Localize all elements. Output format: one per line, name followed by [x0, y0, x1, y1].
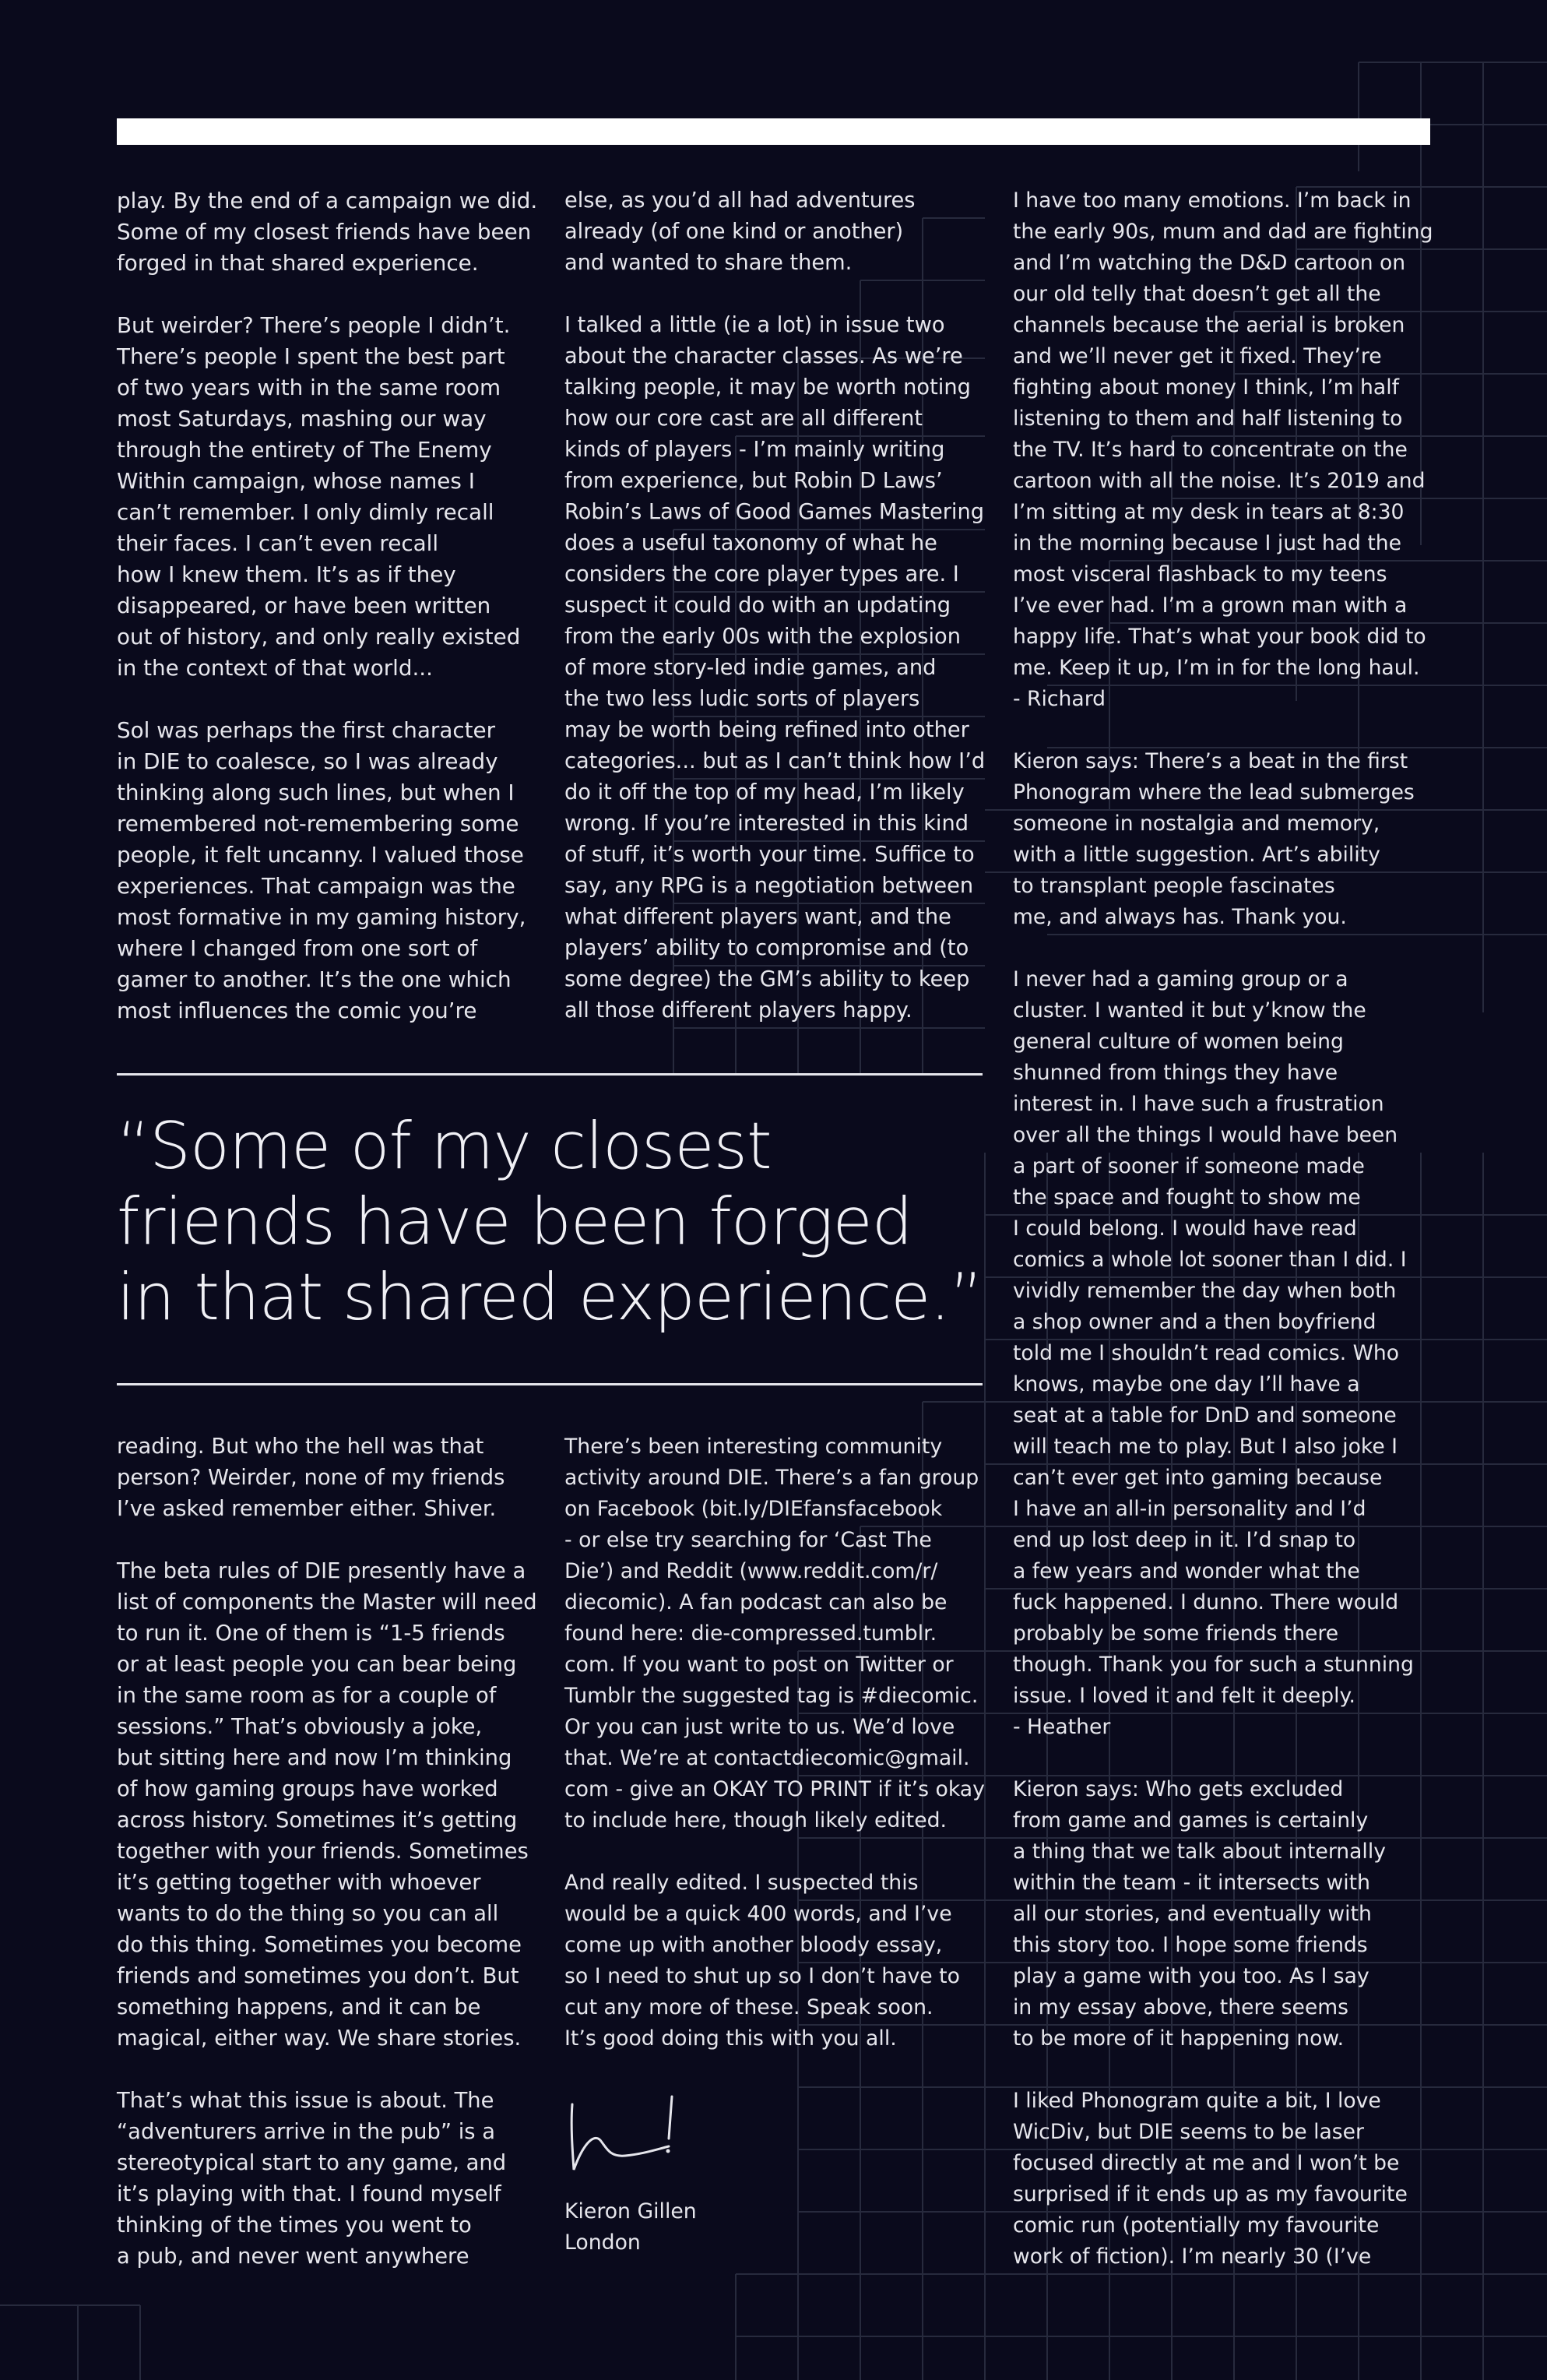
paragraph: I talked a little (ie a lot) in issue two about the character classes. As we’re talking people, it may be worth noting how our core cast are all different kinds of players - I’m mainly writing from experience, but Robin D Laws’ Robin’s Laws of Good Games Mastering does a useful taxonomy of what he considers the core player types are. I suspect it could do with an updating from the early 00s with the explosion of more story-led indie games, and the two less ludic sorts of players may be worth being refined into other categories... but as I can’t think how I’d do it off the top of my head, I’m likely wrong. If you’re interested in this kind of stuff, it’s worth your time. Suffice to say, any RPG is a negotiation between what different players want, and the players’ ability to compromise and (to some degree) the GM’s ability to keep all those different players happy.: [564, 313, 986, 1023]
paragraph: And really edited. I suspected this would be a quick 400 words, and I’ve come up with another bloody essay, so I need to shut up so I don’t have to cut any more of these. Speak soon. It’s good doing this with you all.: [564, 1871, 960, 2051]
paragraph: There’s been interesting community activity around DIE. There’s a fan group on Facebook (bit.ly/DIEfansfacebook - or else try searching for ‘Cast The Die’) and Reddit (www.reddit.com/r/ diecomic). A fan podcast can also be found here: die-compressed.tumblr. com. If you want to post on Twitter or Tumblr the suggested tag is #diecomic. Or you can just write to us. We’d love that. We’re at contactdiecomic@gmail. com - give an OKAY TO PRINT if it’s okay to include here, though likely edited.: [564, 1435, 985, 1833]
paragraph: The beta rules of DIE presently have a list of components the Master will need to run it. One of them is “1-5 friends or at least people you can bear being in the same room as for a couple of sessions.” That’s obviously a joke, but sitting here and now I’m thinking of how gaming groups have worked across history. Sometimes it’s getting together with your friends. Sometimes it’s getting together with whoever wants to do the thing so you can all do this thing. Sometimes you become friends and sometimes you don’t. But something happens, and it can be magical, either way. We share stories.: [117, 1559, 537, 2051]
column-1-bottom: [117, 1431, 537, 2273]
paragraph: else, as you’d all had adventures already (of one kind or another) and wanted to share them.: [564, 188, 916, 275]
letter-richard: I have too many emotions. I’m back in the early 90s, mum and dad are fighting and I’m watching the D&D cartoon on our old telly that doesn’t get all the channels because the aerial is broken and we’ll never get it fixed. They’re fighting about money I think, I’m half listening to them and half listening to the TV. It’s hard to concentrate on the cartoon with all the noise. It’s 2019 and I’m sitting at my desk in tears at 8:30 in the morning because I just had the most visceral flashback to my teens I’ve ever had. I’m a grown man with a happy life. That’s what your book did to me. Keep it up, I’m in for the long haul. - Richard: [1013, 188, 1433, 711]
paragraph: That’s what this issue is about. The “adventurers arrive in the pub” is a stereotypical start to any game, and it’s playing with that. I found myself thinking of the times you went to a pub, and never went anywhere: [117, 2089, 507, 2269]
reply-kieron: Kieron says: There’s a beat in the first Phonogram where the lead submerges someone in nostalgia and memory, with a little suggestion. Art’s ability to transplant people fascinates me, and always has. Thank you.: [1013, 749, 1415, 929]
signoff-name: Kieron Gillen: [564, 2199, 697, 2223]
divider-bottom: [117, 1383, 983, 1385]
signoff-place: London: [564, 2230, 641, 2255]
paragraph: Sol was perhaps the first character in DIE to coalesce, so I was already thinking along such lines, but when I remembered not-remembering some people, it felt uncanny. I valued those experiences. That campaign was the most formative in my gaming history, where I changed from one sort of gamer to another. It’s the one which most influences the comic you’re: [117, 717, 526, 1023]
pull-quote: “Some of my closest friends have been forged in that shared experience.”: [117, 1108, 983, 1335]
letter-untitled: I liked Phonogram quite a bit, I love WicDiv, but DIE seems to be laser focused directly at me and I won’t be surprised if it ends up as my favourite comic run (potentially my favourite work of fiction). I’m nearly 30 (I’ve: [1013, 2089, 1408, 2269]
letter-heather: I never had a gaming group or a cluster. I wanted it but y’know the general culture of women being shunned from things they have interest in. I have such a frustration over all the things I would have been a part of sooner if someone made the space and fought to show me I could belong. I would have read comics a whole lot sooner than I did. I vividly remember the day when both a shop owner and a then boyfriend told me I shouldn’t read comics. Who knows, maybe one day I’ll have a seat at a table for DnD and someone will teach me to play. But I also joke I can’t ever get into gaming because I have an all-in personality and I’d end up lost deep in it. I’d snap to a few years and wonder what the fuck happened. I dunno. There would probably be some friends there though. Thank you for such a stunning issue. I loved it and felt it deeply. - Heather: [1013, 967, 1414, 1739]
header-bar: [117, 118, 1430, 145]
column-2-top: [564, 185, 985, 1026]
paragraph: But weirder? There’s people I didn’t. There’s people I spent the best part of two years with in the same room most Saturdays, mashing our way through the entirety of The Enemy Within campaign, whose names I can’t remember. I only dimly recall their faces. I can’t even recall how I knew them. It’s as if they disappeared, or have been written out of history, and only really existed in the context of that world...: [117, 312, 521, 681]
signoff: [564, 2196, 985, 2259]
divider-top: [117, 1073, 983, 1076]
reply-kieron: Kieron says: Who gets excluded from game and games is certainly a thing that we talk about internally within the team - it intersects with all our stories, and eventually with this story too. I hope some friends play a game with you too. As I say in my essay above, there seems to be more of it happening now.: [1013, 1777, 1386, 2051]
column-3: [1013, 185, 1433, 2273]
paragraph: reading. But who the hell was that person? Weirder, none of my friends I’ve asked remember either. Shiver.: [117, 1435, 505, 1521]
column-1-top: [117, 185, 537, 1026]
paragraph: play. By the end of a campaign we did. Some of my closest friends have been forged in that shared experience.: [117, 188, 538, 276]
column-2-bottom: [564, 1431, 985, 2259]
signature-image: [564, 2086, 689, 2179]
